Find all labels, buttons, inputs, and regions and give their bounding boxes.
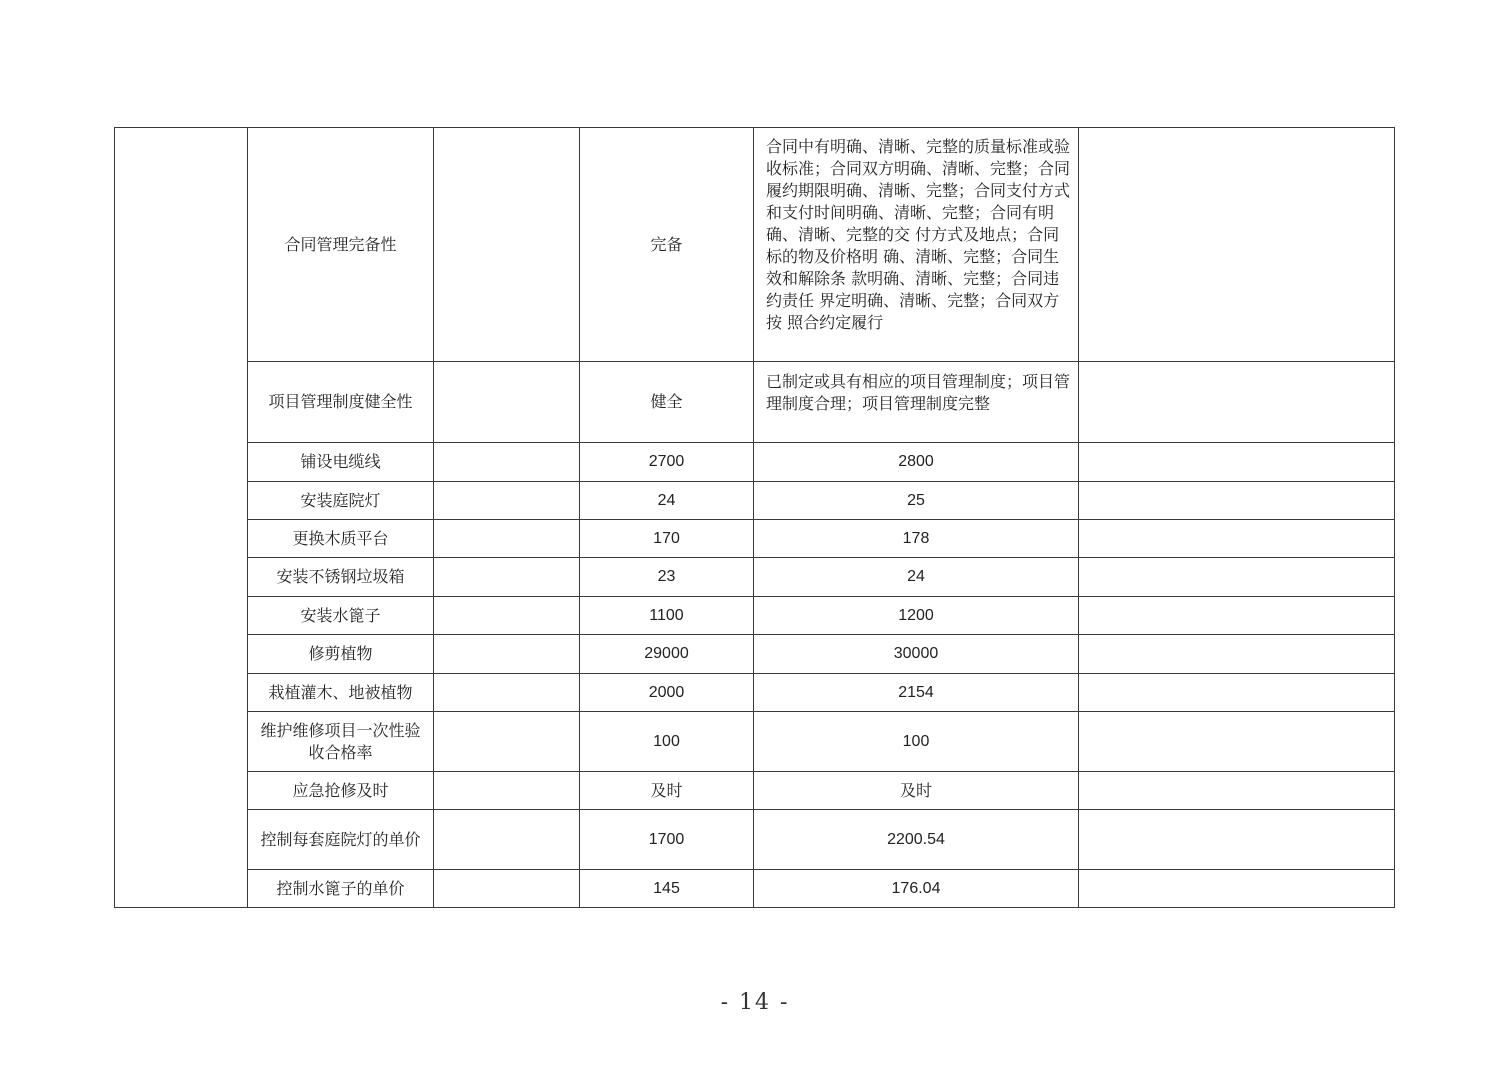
target-cell: 及时 bbox=[580, 772, 754, 810]
table-row bbox=[115, 635, 1395, 674]
target-cell: 2000 bbox=[580, 674, 754, 712]
remark-cell bbox=[1079, 558, 1395, 597]
table-row bbox=[115, 712, 1395, 772]
table-row bbox=[115, 443, 1395, 482]
remark-cell bbox=[1079, 870, 1395, 908]
remark-cell bbox=[1079, 520, 1395, 558]
target-cell: 2700 bbox=[580, 443, 754, 482]
actual-cell: 2200.54 bbox=[754, 810, 1079, 870]
weight-cell bbox=[434, 597, 580, 635]
actual-cell: 合同中有明确、清晰、完整的质量标准或验收标准；合同双方明确、清晰、完整；合同履约期限明确、清晰、完整；合同支付方式和支付时间明确、清晰、完整；合同有明确、清晰、完整的交 付方式及地点；合同标的物及价格明 确、清晰、完整；合同生效和解除条 款明确、清晰、完整；合同违约责任 界定明确、清晰、完整；合同双方按 照合约定履行 bbox=[754, 128, 1079, 362]
weight-cell bbox=[434, 870, 580, 908]
remark-cell bbox=[1079, 362, 1395, 443]
remark-cell bbox=[1079, 443, 1395, 482]
target-cell: 29000 bbox=[580, 635, 754, 674]
target-cell: 23 bbox=[580, 558, 754, 597]
weight-cell bbox=[434, 520, 580, 558]
actual-cell: 及时 bbox=[754, 772, 1079, 810]
table-row bbox=[115, 482, 1395, 520]
table-row bbox=[115, 128, 1395, 362]
indicator-cell: 安装庭院灯 bbox=[248, 482, 434, 520]
weight-cell bbox=[434, 674, 580, 712]
indicator-cell: 应急抢修及时 bbox=[248, 772, 434, 810]
target-cell: 170 bbox=[580, 520, 754, 558]
weight-cell bbox=[434, 635, 580, 674]
actual-cell: 30000 bbox=[754, 635, 1079, 674]
indicator-cell: 铺设电缆线 bbox=[248, 443, 434, 482]
actual-cell: 178 bbox=[754, 520, 1079, 558]
table-row bbox=[115, 674, 1395, 712]
indicator-cell: 维护维修项目一次性验收合格率 bbox=[248, 712, 434, 772]
indicator-cell: 项目管理制度健全性 bbox=[248, 362, 434, 443]
actual-cell: 2800 bbox=[754, 443, 1079, 482]
indicator-cell: 控制每套庭院灯的单价 bbox=[248, 810, 434, 870]
table-row bbox=[115, 362, 1395, 443]
table-row bbox=[115, 810, 1395, 870]
weight-cell bbox=[434, 772, 580, 810]
remark-cell bbox=[1079, 597, 1395, 635]
actual-cell: 24 bbox=[754, 558, 1079, 597]
remark-cell bbox=[1079, 772, 1395, 810]
page-number: - 14 - bbox=[720, 990, 790, 1015]
table-row bbox=[115, 772, 1395, 810]
remark-cell bbox=[1079, 482, 1395, 520]
weight-cell bbox=[434, 362, 580, 443]
target-cell: 145 bbox=[580, 870, 754, 908]
actual-cell: 2154 bbox=[754, 674, 1079, 712]
target-cell: 1700 bbox=[580, 810, 754, 870]
table-row bbox=[115, 870, 1395, 908]
target-cell: 24 bbox=[580, 482, 754, 520]
actual-cell: 100 bbox=[754, 712, 1079, 772]
actual-cell: 25 bbox=[754, 482, 1079, 520]
category-cell bbox=[115, 128, 248, 908]
remark-cell bbox=[1079, 810, 1395, 870]
actual-cell: 176.04 bbox=[754, 870, 1079, 908]
weight-cell bbox=[434, 810, 580, 870]
weight-cell bbox=[434, 443, 580, 482]
indicator-cell: 更换木质平台 bbox=[248, 520, 434, 558]
indicator-cell: 栽植灌木、地被植物 bbox=[248, 674, 434, 712]
actual-cell: 1200 bbox=[754, 597, 1079, 635]
table-row bbox=[115, 558, 1395, 597]
weight-cell bbox=[434, 712, 580, 772]
weight-cell bbox=[434, 128, 580, 362]
weight-cell bbox=[434, 558, 580, 597]
remark-cell bbox=[1079, 674, 1395, 712]
indicator-cell: 修剪植物 bbox=[248, 635, 434, 674]
indicator-cell: 合同管理完备性 bbox=[248, 128, 434, 362]
table-row bbox=[115, 520, 1395, 558]
actual-cell: 已制定或具有相应的项目管理制度；项目管理制度合理；项目管理制度完整 bbox=[754, 362, 1079, 443]
weight-cell bbox=[434, 482, 580, 520]
target-cell: 100 bbox=[580, 712, 754, 772]
target-cell: 1100 bbox=[580, 597, 754, 635]
target-cell: 完备 bbox=[580, 128, 754, 362]
indicator-cell: 安装不锈钢垃圾箱 bbox=[248, 558, 434, 597]
indicator-cell: 安装水篦子 bbox=[248, 597, 434, 635]
target-cell: 健全 bbox=[580, 362, 754, 443]
table-row bbox=[115, 597, 1395, 635]
remark-cell bbox=[1079, 635, 1395, 674]
indicator-cell: 控制水篦子的单价 bbox=[248, 870, 434, 908]
performance-table bbox=[114, 127, 1395, 908]
remark-cell bbox=[1079, 712, 1395, 772]
remark-cell bbox=[1079, 128, 1395, 362]
